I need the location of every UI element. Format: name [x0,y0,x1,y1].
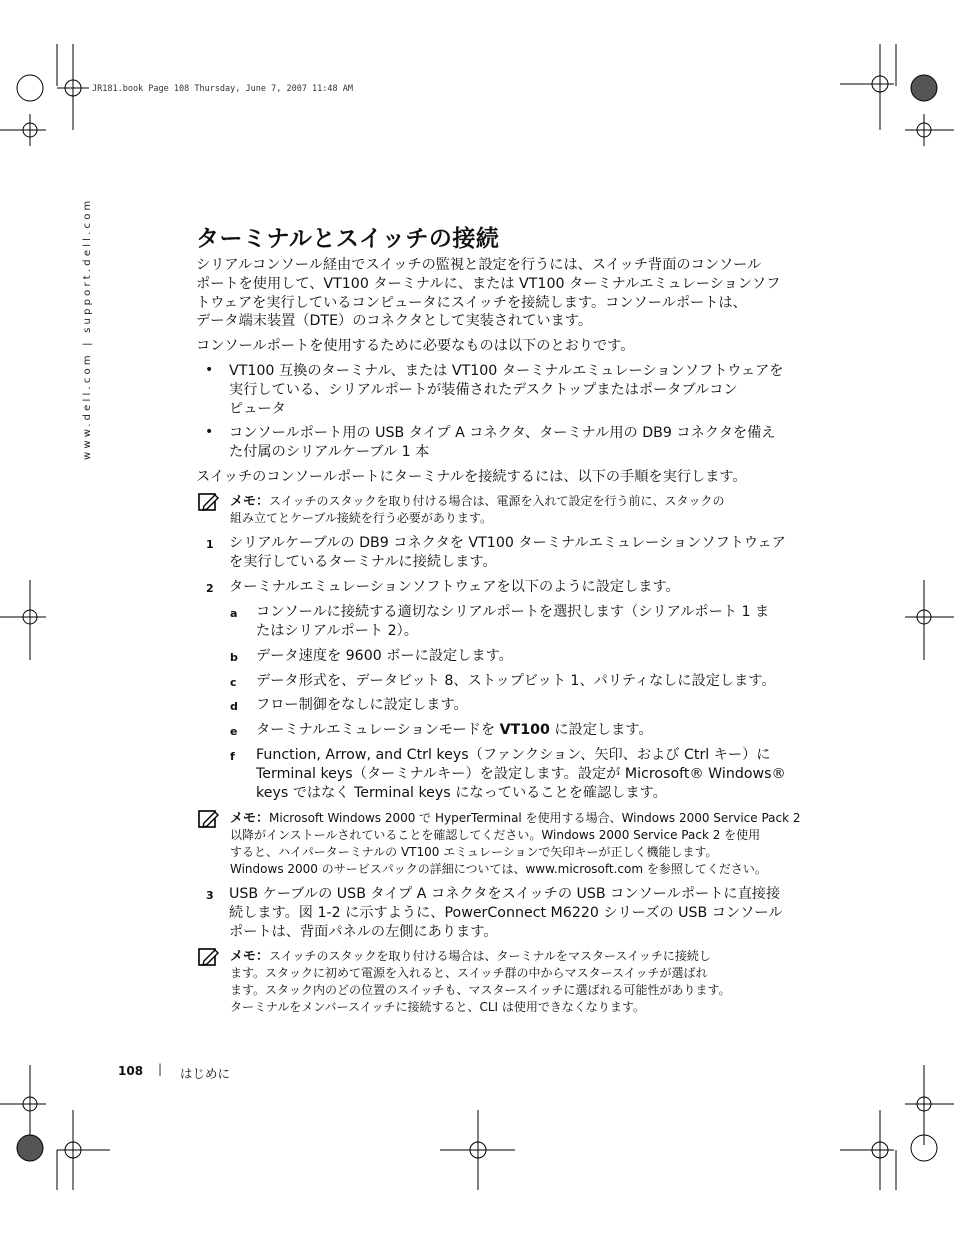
bullet-line: コンソールポート用の USB タイプ A コネクタ、ターミナル用の DB9 コネクタを備え [229,425,776,441]
step-number: 2 [206,582,214,595]
intro-line: シリアルコンソール経由でスイッチの監視と設定を行うには、スイッチ背面のコンソール [196,257,762,273]
substep-letter: a [230,607,238,620]
substep-line: keys ではなく Terminal keys になっていることを確認します。 [256,784,667,801]
substep-line: コンソールに接続する適切なシリアルポートを選択します（シリアルポート 1 ま [256,604,770,620]
note-pencil-icon [198,810,220,830]
intro-line: ポートを使用して、VT100 ターミナルに、または VT100 ターミナルエミュレーションソフ [196,275,781,292]
section-title: はじめに [180,1066,231,1081]
substep-text [256,746,811,802]
bullet-line: 実行している、シリアルポートが装備されたデスクトップまたはポータブルコン [229,381,738,398]
substep-text: ターミナルエミュレーションモードを VT100 に設定します。 [256,722,653,738]
step-line: シリアルケーブルの DB9 コネクタを VT100 ターミナルエミュレーションソフトウェア [229,535,786,551]
step-line: 続します。図 1-2 に示すように、PowerConnect M6220 シリーズの USB コンソール [229,904,783,921]
note [230,810,815,878]
note-line: メモ：Microsoft Windows 2000 で HyperTerminal を使用する場合、Windows 2000 Service Pack 2 [230,811,801,826]
note-line: 以降がインストールされていることを確認してください。Windows 2000 Service Pack 2 を使用 [230,828,761,842]
intro-paragraph [196,256,816,331]
step-number: 1 [206,538,214,551]
sidebar-url [80,197,104,468]
note [230,493,815,527]
page-number: 108 [118,1064,144,1078]
note-line: 組み立てとケーブル接続を行う必要があります。 [230,511,492,525]
sidebar-url-text: www.dell.com | support.dell.com [82,197,93,460]
print-header: JR181.book Page 108 Thursday, June 7, 2007 11:48 AM [92,84,353,94]
step-text [229,578,819,597]
step-number: 3 [206,889,214,902]
substep-letter: b [230,651,238,664]
substep-letter: d [230,700,238,713]
bullet-line: た付属のシリアルケーブル 1 本 [229,443,430,460]
intro-line: データ端末装置（DTE）のコネクタとして実装されています。 [196,313,593,330]
vt100-mode: VT100 [499,722,550,738]
need-text: コンソールポートを使用するために必要なものは以下のとおりです。 [196,338,635,354]
substep-letter: c [230,676,237,689]
note-line: ます。スタックに初めて電源を入れると、スイッチ群の中からマスタースイッチが選ばれ [230,966,708,980]
procedure-intro: スイッチのコンソールポートにターミナルを接続するには、以下の手順を実行します。 [196,469,747,485]
note-label: メモ： [230,811,270,826]
step-text [229,885,819,941]
bullet-marker: • [205,362,214,378]
substep-text: データ速度を 9600 ボーに設定します。 [256,648,513,664]
note-line: ます。スタック内のどの位置のスイッチも、マスタースイッチに選ばれる可能性があります。 [230,983,731,997]
note-pencil-icon [198,948,220,968]
substep-letter: e [230,725,238,738]
bullet-item [229,424,819,462]
intro-line: トウェアを実行しているコンピュータにスイッチを接続します。コンソールポートは、 [196,294,747,311]
note-line: すると、ハイパーターミナルの VT100 エミュレーションで矢印キーが正しく機能します。 [230,845,718,859]
bullet-line: ピュータ [229,400,286,417]
note-label: メモ： [230,949,270,964]
page-title: ターミナルとスイッチの接続 [196,226,500,252]
substep-line: Function, Arrow, and Ctrl keys（ファンクション、矢印、および Ctrl キー）に [256,747,771,763]
step-line: ポートは、背面パネルの左側にあります。 [229,923,498,940]
substep-letter: f [230,750,235,763]
substep-line: Terminal keys（ターミナルキー）を設定します。設定が Microsoft® Windows® [256,765,786,782]
substep-text [256,603,811,641]
note-line: Windows 2000 のサービスパックの詳細については、www.microsoft.com を参照してください。 [230,862,767,876]
bullet-marker: • [205,424,214,440]
note-line: ターミナルをメンバースイッチに接続すると、CLI は使用できなくなります。 [230,1000,645,1014]
substep-line: たはシリアルポート 2）。 [256,622,418,639]
footer-separator: | [158,1062,163,1076]
note-label: メモ： [230,494,270,509]
note-line: メモ：スイッチのスタックを取り付ける場合は、電源を入れて設定を行う前に、スタックの [230,494,725,509]
step-line: を実行しているターミナルに接続します。 [229,553,497,570]
bullet-item [229,362,819,418]
note-line: メモ：スイッチのスタックを取り付ける場合は、ターミナルをマスタースイッチに接続し [230,949,711,964]
step-line: USB ケーブルの USB タイプ A コネクタをスイッチの USB コンソールポートに直接接 [229,886,781,902]
substep-text: フロー制御をなしに設定します。 [256,697,468,713]
note [230,948,815,1016]
note-pencil-icon [198,493,220,513]
step-text [229,534,819,572]
substep-text: データ形式を、データビット 8、ストップビット 1、パリティなしに設定します。 [256,673,776,689]
bullet-line: VT100 互換のターミナル、または VT100 ターミナルエミュレーションソフトウェアを [229,363,784,379]
step-line: ターミナルエミュレーションソフトウェアを以下のように設定します。 [229,579,680,595]
